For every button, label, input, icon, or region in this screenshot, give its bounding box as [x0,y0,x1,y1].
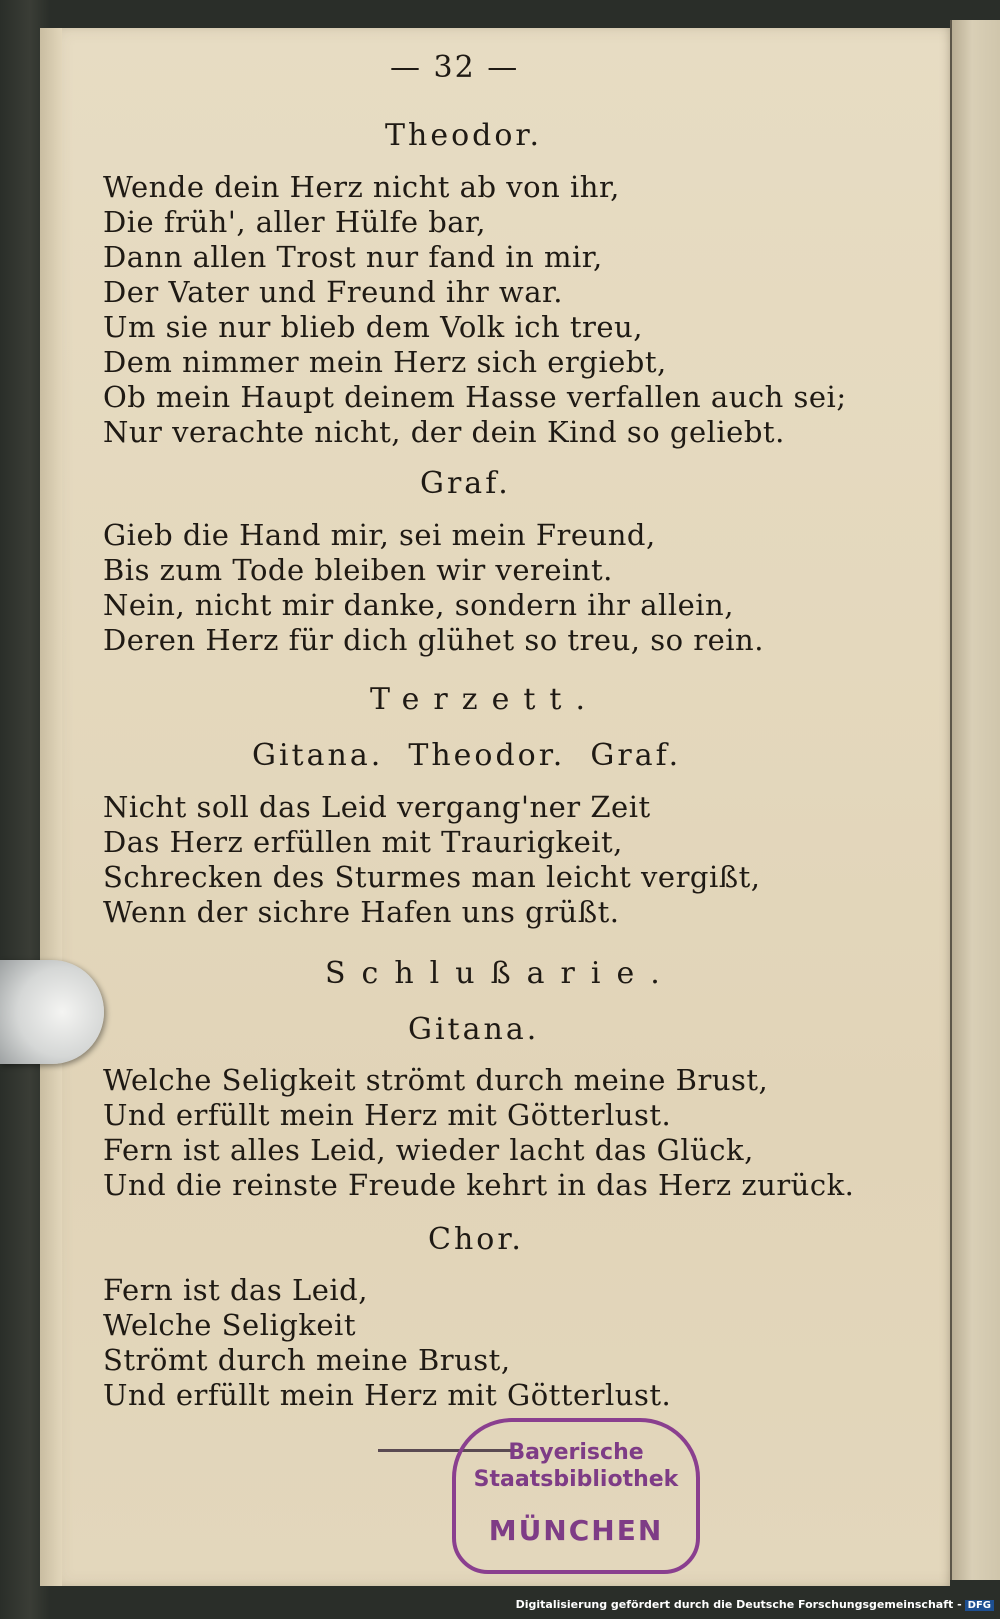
stamp-line-3: MÜNCHEN [488,1514,664,1547]
section-heading-chor: Chor. [428,1222,524,1257]
verse-line: Ob mein Haupt deinem Hasse verfallen auch sei; [103,380,847,414]
stamp-line-2: Staatsbibliothek [473,1467,679,1492]
section-subheading-gitana: Gitana. [408,1012,540,1047]
verse-line: Und erfüllt mein Herz mit Götterlust. [103,1378,672,1412]
verse-line: Wende dein Herz nicht ab von ihr, [103,170,620,204]
footer-text: Digitalisierung gefördert durch die Deutsche Forschungsgemeinschaft - [515,1598,962,1611]
verse-line: Welche Seligkeit [103,1308,356,1342]
page-gutter-shadow [40,28,62,1586]
verse-line: Nein, nicht mir danke, sondern ihr allein, [103,588,734,622]
verse-line: Schrecken des Sturmes man leicht vergißt, [103,860,761,894]
section-heading-schlussarie: Schlußarie. [325,956,676,991]
section-subheading-characters: Gitana. Theodor. Graf. [252,738,682,773]
verse-line: Und erfüllt mein Herz mit Götterlust. [103,1098,672,1132]
verse-line: Nur verachte nicht, der dein Kind so geliebt. [103,415,785,449]
verse-line: Fern ist das Leid, [103,1273,368,1307]
verse-line: Wenn der sichre Hafen uns grüßt. [103,895,620,929]
section-heading-graf: Graf. [420,466,511,501]
dfg-logo: DFG [965,1600,994,1611]
verse-line: Die früh', aller Hülfe bar, [103,205,486,239]
verse-line: Um sie nur blieb dem Volk ich treu, [103,310,643,344]
verse-line: Deren Herz für dich glühet so treu, so rein. [103,623,764,657]
section-heading-terzett: Terzett. [370,682,599,717]
verse-line: Der Vater und Freund ihr war. [103,275,563,309]
verse-line: Das Herz erfüllen mit Traurigkeit, [103,825,623,859]
verse-line: Und die reinste Freude kehrt in das Herz zurück. [103,1168,855,1202]
stamp-line-1: Bayerische [508,1440,644,1465]
verse-line: Dann allen Trost nur fand in mir, [103,240,603,274]
facing-page-edge [950,20,1000,1580]
page-number: — 32 — [390,50,520,85]
verse-line: Dem nimmer mein Herz sich ergiebt, [103,345,667,379]
verse-line: Gieb die Hand mir, sei mein Freund, [103,518,656,552]
section-heading-theodor: Theodor. [385,118,542,153]
verse-line: Strömt durch meine Brust, [103,1343,511,1377]
page-clip [0,960,104,1064]
verse-line: Fern ist alles Leid, wieder lacht das Glück, [103,1133,754,1167]
digitization-footer [516,1598,994,1611]
verse-line: Nicht soll das Leid vergang'ner Zeit [103,790,651,824]
verse-line: Welche Seligkeit strömt durch meine Brust, [103,1063,769,1097]
verse-line: Bis zum Tode bleiben wir vereint. [103,553,613,587]
library-stamp [452,1418,700,1574]
